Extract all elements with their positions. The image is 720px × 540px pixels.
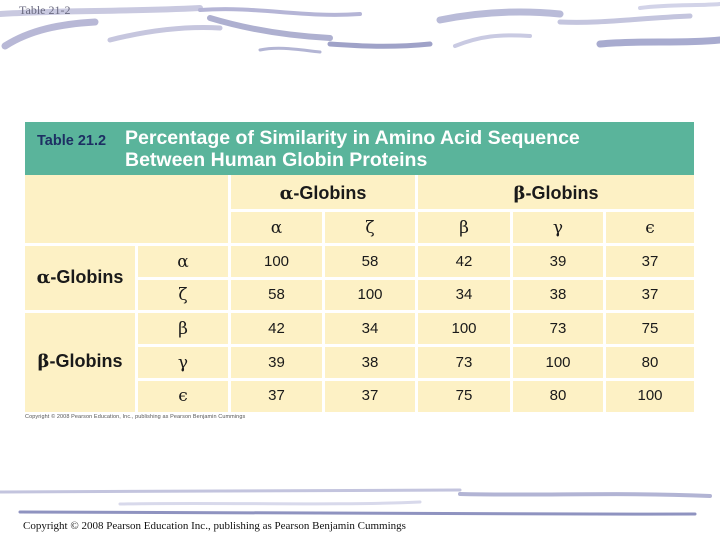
- row-header-gamma: γ: [177, 353, 189, 373]
- decorative-bottom-border: [0, 482, 720, 522]
- row-group-alpha-globins: α-Globins: [36, 267, 124, 288]
- row-header-beta: β: [178, 319, 188, 339]
- table-cell: 80: [549, 387, 567, 404]
- grid-line: [135, 344, 694, 347]
- copyright-footer: Copyright © 2008 Pearson Education Inc., publishing as Pearson Benjamin Cummings: [23, 520, 406, 532]
- table-cell: 73: [549, 320, 567, 337]
- similarity-table: [25, 175, 694, 412]
- table-cell: 100: [545, 354, 571, 371]
- slide-title: Table 21-2: [19, 3, 71, 17]
- column-header-alpha: α: [270, 218, 283, 238]
- table-header-band: [25, 122, 694, 175]
- column-group-beta-globins: β-Globins: [513, 183, 599, 204]
- table-cell: 100: [263, 253, 290, 270]
- table-cell: 80: [641, 354, 659, 371]
- table-cell: 75: [455, 387, 473, 404]
- row-header-epsilon: ϵ: [178, 386, 188, 406]
- table-cell: 39: [268, 354, 285, 371]
- table-title: [125, 127, 580, 171]
- row-header-alpha: α: [177, 252, 189, 272]
- table-cell: 75: [641, 320, 659, 337]
- table-cell: 37: [641, 286, 659, 303]
- table-cell: 34: [455, 286, 473, 303]
- table-cell: 39: [549, 253, 567, 270]
- column-header-epsilon: ϵ: [645, 218, 655, 238]
- table-cell: 100: [357, 286, 383, 303]
- row-header-zeta: ζ: [178, 285, 188, 305]
- column-header-zeta: ζ: [365, 218, 375, 238]
- grid-line: [25, 243, 694, 246]
- decorative-top-border: [0, 0, 720, 62]
- grid-line: [25, 310, 694, 313]
- table-cell: 42: [268, 320, 285, 337]
- table-cell: 42: [455, 253, 473, 270]
- row-group-beta-globins: β-Globins: [37, 351, 123, 372]
- table-cell: 34: [361, 320, 379, 337]
- table-cell: 38: [549, 286, 567, 303]
- column-header-beta: β: [459, 218, 469, 238]
- figure-credit: Copyright © 2008 Pearson Education, Inc., publishing as Pearson Benjamin Cummings: [25, 414, 246, 420]
- column-header-gamma: γ: [552, 218, 564, 238]
- table-figure: [23, 118, 696, 428]
- table-number: Table 21.2: [37, 133, 107, 149]
- table-cell: 38: [361, 354, 379, 371]
- table-cell: 58: [268, 286, 285, 303]
- table-cell: 37: [361, 387, 379, 404]
- table-cell: 58: [361, 253, 379, 270]
- column-group-alpha-globins: α-Globins: [279, 183, 367, 204]
- grid-line: [135, 378, 694, 381]
- table-title-line-2: Between Human Globin Proteins: [125, 149, 428, 171]
- table-cell: 37: [641, 253, 659, 270]
- table-cell: 100: [637, 387, 663, 404]
- table-title-line-1: Percentage of Similarity in Amino Acid Sequence: [125, 127, 580, 149]
- grid-line: [228, 209, 694, 212]
- table-cell: 37: [268, 387, 285, 404]
- table-cell: 73: [455, 354, 473, 371]
- table-cell: 100: [451, 320, 477, 337]
- grid-line: [135, 277, 694, 280]
